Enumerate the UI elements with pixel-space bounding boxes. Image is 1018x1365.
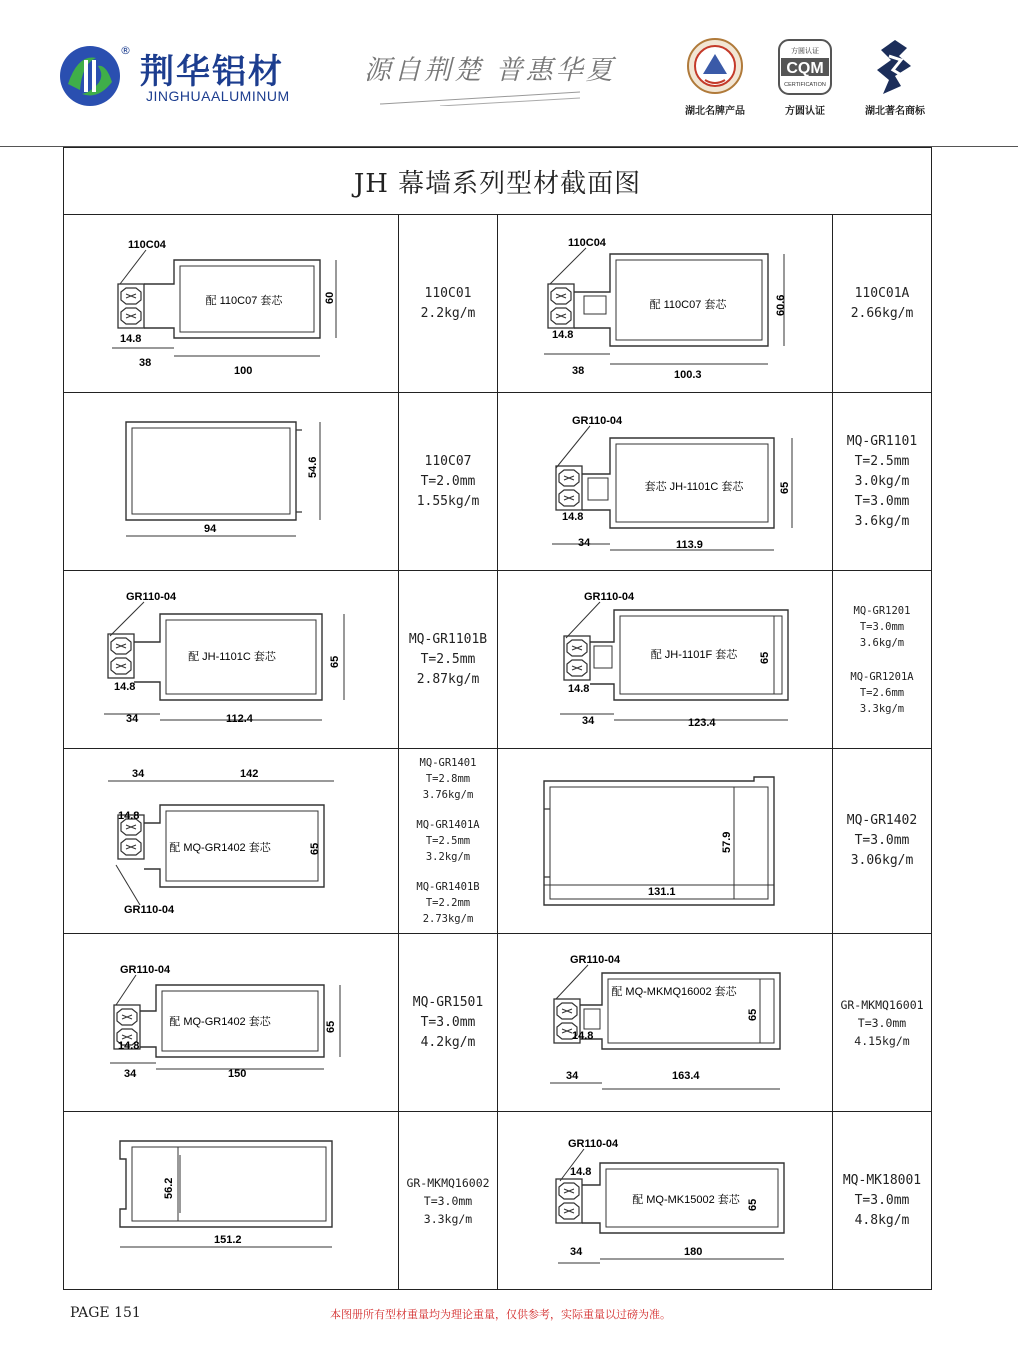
spec-code: GR-MKMQ16001: [840, 997, 924, 1012]
part-tag: GR110-04: [124, 904, 175, 916]
cert-caption: 湖北著名商标: [865, 106, 925, 117]
cert-caption: 方圆认证: [785, 106, 825, 117]
dim-height: 60: [324, 291, 336, 304]
spec-weight: 4.2kg/m: [420, 1034, 476, 1050]
spec-thickness: T=3.0mm: [854, 833, 910, 848]
core-label: 配 MQ-MKMQ16002 套芯: [611, 985, 737, 998]
spec-code: MQ-GR1201: [853, 604, 911, 617]
cqm-top-text: 方圆认证: [791, 48, 819, 55]
dim-b: 14.8: [562, 510, 584, 523]
part-tag: GR110-04: [570, 953, 621, 966]
spec-thickness: T=3.0mm: [854, 1192, 910, 1208]
dim-height: 65: [759, 651, 771, 664]
spec-group: [399, 755, 497, 803]
part-tag: GR110-04: [126, 590, 177, 603]
spec-code: GR-MKMQ16002: [406, 1175, 490, 1190]
spec-weight: 3.2kg/m: [425, 851, 471, 863]
spec-code: MQ-GR1101B: [408, 631, 488, 647]
cert-caption: 湖北名牌产品: [685, 106, 745, 117]
dim-b: 14.8: [572, 1029, 594, 1042]
cert-famous-trademark: [860, 36, 930, 117]
spec-thickness: T=2.5mm: [420, 651, 476, 667]
dim-b: 14.8: [568, 682, 590, 695]
spec-thickness: T=2.5mm: [854, 453, 910, 469]
table-row: [64, 749, 932, 934]
slogan-underline-icon: [380, 90, 580, 106]
spec-thickness: T=2.0mm: [420, 473, 476, 489]
profile-drawing: [498, 215, 833, 393]
dim-a: 34: [578, 536, 591, 549]
spec-weight: 2.66kg/m: [850, 305, 914, 321]
spec-code: 110C01A: [854, 285, 910, 301]
core-label: 配 MQ-MK15002 套芯: [632, 1193, 740, 1206]
profile-table: [63, 147, 932, 1290]
profile-drawing: [498, 934, 833, 1112]
profile-drawing: [64, 749, 399, 934]
spec-group: [833, 669, 931, 717]
spec-code: MQ-GR1501: [412, 994, 484, 1010]
brand-name-cn: 荆华铝材: [140, 52, 284, 92]
brand-name-en: JINGHUAALUMINUM: [146, 88, 290, 104]
spec-code: MQ-GR1101: [846, 433, 918, 449]
profile-drawing: [64, 1112, 399, 1290]
dim-width: 150: [228, 1067, 247, 1080]
dim-width: 142: [240, 768, 259, 780]
spec-thickness: T=3.0mm: [859, 620, 905, 633]
spec-weight: 2.87kg/m: [416, 671, 480, 687]
spec-weight: 4.8kg/m: [854, 1212, 910, 1228]
spec-weight: 3.6kg/m: [859, 636, 905, 649]
dim-width: 131.1: [648, 886, 676, 898]
table-row: [64, 393, 932, 571]
spec-weight: 2.73kg/m: [422, 913, 474, 925]
dim-a: 34: [126, 712, 139, 725]
part-tag: GR110-04: [120, 963, 171, 976]
dim-b: 14.8: [118, 1039, 140, 1052]
table-row: [64, 1112, 932, 1290]
profile-drawing: [498, 749, 833, 934]
dim-b: 14.8: [118, 810, 140, 822]
spec-code: MQ-MK18001: [842, 1172, 922, 1188]
profile-drawing: [64, 934, 399, 1112]
spec-weight: 3.6kg/m: [854, 513, 910, 529]
spec-code: MQ-GR1201A: [850, 670, 914, 683]
dim-b: 14.8: [552, 328, 574, 341]
spec-thickness: T=3.0mm: [857, 1015, 907, 1030]
spec-cell: [833, 749, 932, 934]
cqm-sub-text: CERTIFICATION: [784, 82, 826, 88]
part-tag: GR110-04: [572, 414, 623, 427]
dim-a: 34: [124, 1067, 137, 1080]
spec-group: [833, 603, 931, 651]
dim-height: 65: [779, 481, 791, 494]
dim-width: 112.4: [226, 712, 253, 725]
provincial-brand-badge-icon: [685, 36, 745, 98]
dim-height: 60.6: [775, 294, 787, 316]
profile-drawing: [64, 393, 399, 571]
table-row: [64, 934, 932, 1112]
dim-height: 65: [747, 1008, 759, 1021]
dim-width: 100: [234, 364, 253, 377]
spec-thickness: T=3.0mm: [420, 1014, 476, 1030]
table-row: [64, 571, 932, 749]
core-label: 套芯 JH-1101C 套芯: [644, 480, 744, 493]
spec-cell: [833, 571, 932, 749]
spec-code: 110C01: [424, 285, 472, 301]
cert-cqm: [770, 36, 840, 117]
dim-width: 151.2: [214, 1233, 242, 1246]
dim-a: 34: [566, 1069, 579, 1082]
footer-note: 本图册所有型材重量均为理论重量，仅供参考，实际重量以过磅为准。: [330, 1308, 671, 1321]
table-row: [64, 215, 932, 393]
dim-height: 56.2: [163, 1177, 175, 1199]
profile-drawing: [498, 393, 833, 571]
spec-weight: 3.3kg/m: [423, 1211, 473, 1226]
spec-code: MQ-GR1401B: [416, 881, 480, 893]
part-tag: GR110-04: [584, 590, 635, 603]
core-label: 配 MQ-GR1402 套芯: [169, 1015, 271, 1028]
part-tag: 110C04: [128, 238, 166, 251]
dim-height: 65: [747, 1198, 759, 1211]
dim-a: 34: [582, 714, 595, 727]
part-tag: GR110-04: [568, 1137, 619, 1150]
spec-code: MQ-GR1402: [846, 813, 918, 828]
profile-drawing: [64, 215, 399, 393]
profile-drawing: [498, 1112, 833, 1290]
dim-height: 65: [325, 1020, 337, 1033]
core-label: 配 110C07 套芯: [649, 298, 727, 311]
spec-weight: 3.0kg/m: [854, 473, 910, 489]
dim-width: 94: [204, 522, 217, 535]
spec-cell: [399, 215, 498, 393]
dim-b: 14.8: [120, 332, 142, 345]
spec-weight: 3.06kg/m: [850, 853, 914, 868]
jinghua-logo-icon: [58, 44, 122, 108]
dim-a: 38: [572, 364, 585, 377]
spec-weight: 3.3kg/m: [859, 702, 905, 715]
dim-height: 54.6: [307, 456, 319, 478]
page-header: [0, 0, 1018, 146]
cqm-text: CQM: [786, 60, 824, 77]
dim-width: 163.4: [672, 1069, 700, 1082]
core-label: 配 110C07 套芯: [205, 294, 283, 307]
cqm-certification-badge-icon: [775, 36, 835, 98]
spec-weight: 1.55kg/m: [416, 493, 480, 509]
spec-thickness: T=3.0mm: [854, 493, 910, 509]
spec-cell: [399, 393, 498, 571]
core-label: 配 JH-1101C 套芯: [188, 650, 276, 663]
spec-weight: 2.2kg/m: [420, 305, 476, 321]
dim-width: 123.4: [688, 716, 716, 729]
part-tag: 110C04: [568, 236, 606, 249]
spec-cell: [833, 1112, 932, 1290]
dim-width: 100.3: [674, 368, 702, 381]
spec-group: [399, 817, 497, 865]
dim-width: 113.9: [676, 538, 703, 551]
page-number: PAGE 151: [70, 1305, 141, 1321]
page-title: JH 幕墙系列型材截面图: [64, 148, 932, 215]
spec-cell: [833, 393, 932, 571]
spec-thickness: T=2.8mm: [425, 773, 471, 785]
cert-provincial-brand: [680, 36, 750, 117]
core-label: 配 MQ-GR1402 套芯: [169, 842, 271, 854]
famous-trademark-logo-icon: [865, 36, 925, 98]
spec-weight: 3.76kg/m: [422, 789, 474, 801]
dim-width: 180: [684, 1245, 703, 1258]
dim-height: 65: [329, 655, 341, 668]
dim-height: 57.9: [721, 831, 733, 853]
dim-a: 34: [570, 1245, 583, 1258]
dim-a: 38: [139, 356, 152, 369]
spec-thickness: T=2.6mm: [859, 686, 905, 699]
profile-drawing: [498, 571, 833, 749]
registered-mark: ®: [120, 44, 131, 57]
spec-cell: [399, 749, 498, 934]
spec-thickness: T=3.0mm: [423, 1193, 473, 1208]
spec-thickness: T=2.5mm: [425, 835, 471, 847]
dim-a: 34: [132, 768, 145, 780]
spec-code: MQ-GR1401: [419, 757, 477, 769]
slogan: 源自荆楚 普惠华夏: [364, 55, 616, 86]
spec-thickness: T=2.2mm: [425, 897, 471, 909]
dim-b: 14.8: [114, 680, 136, 693]
spec-code: MQ-GR1401A: [416, 819, 480, 831]
profile-drawing: [64, 571, 399, 749]
spec-cell: [399, 1112, 498, 1290]
spec-cell: [833, 215, 932, 393]
core-label: 配 JH-1101F 套芯: [650, 648, 738, 661]
spec-group: [399, 879, 497, 927]
spec-cell: [833, 934, 932, 1112]
spec-weight: 4.15kg/m: [854, 1033, 910, 1048]
dim-b: 14.8: [570, 1165, 592, 1178]
dim-height: 65: [309, 842, 321, 855]
spec-code: 110C07: [424, 453, 472, 469]
spec-cell: [399, 934, 498, 1112]
spec-cell: [399, 571, 498, 749]
